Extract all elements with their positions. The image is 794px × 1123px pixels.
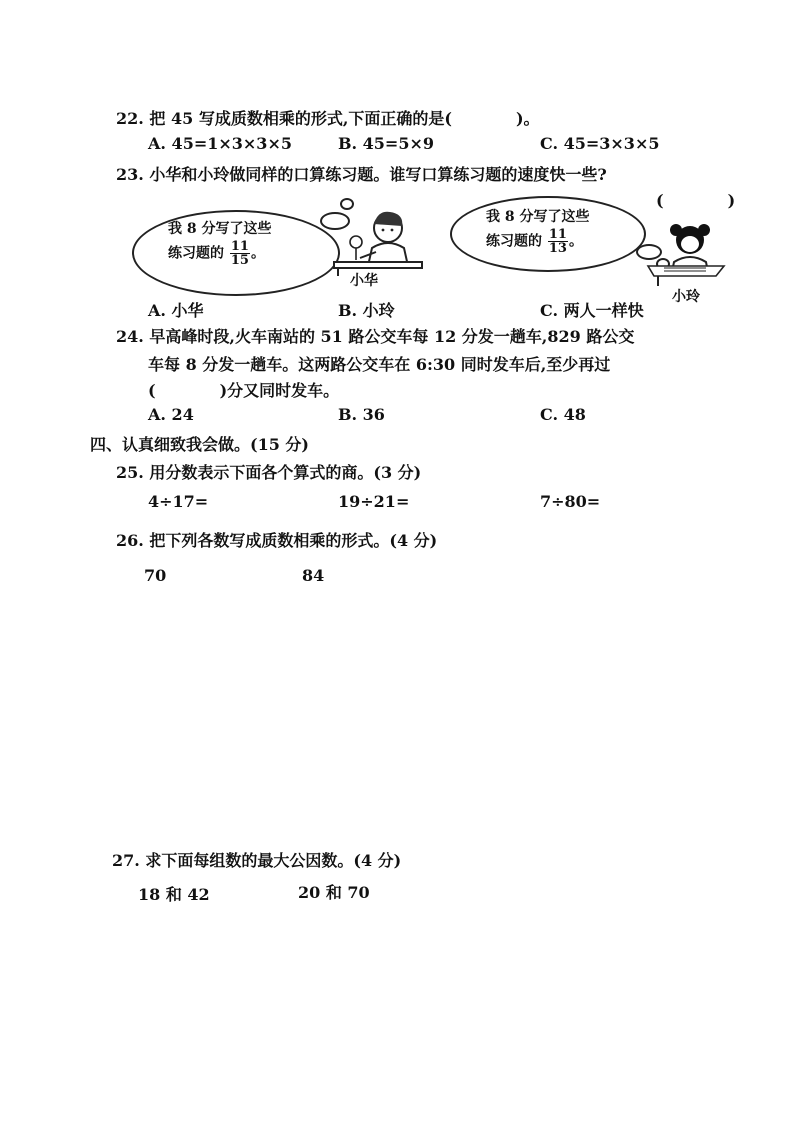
xiaohua-name-label: 小华 [350, 273, 378, 289]
xiaoling-bubble-line1: 我 8 分写了这些 [486, 209, 590, 225]
q27-group-1: 18 和 42 [138, 885, 210, 904]
q23-option-c: C. 两人一样快 [540, 301, 644, 320]
q24-option-b: B. 36 [338, 405, 385, 424]
q24-line2: 车每 8 分发一趟车。这两路公交车在 6:30 同时发车后,至少再过 [148, 355, 611, 374]
xiaohua-bubble-text [168, 218, 272, 267]
xiaohua-fraction [230, 240, 250, 267]
q23-option-a: A. 小华 [148, 301, 204, 320]
xiaoling-fraction-denominator: 13 [548, 241, 567, 256]
q24-option-a: A. 24 [148, 405, 194, 424]
q22-stem: 22. 把 45 写成质数相乘的形式,下面正确的是( )。 [116, 109, 540, 128]
xiaohua-bubble-line1: 我 8 分写了这些 [168, 221, 272, 237]
q24-line3: ( )分又同时发车。 [148, 381, 340, 400]
xiaohua-bubble-end: 。 [250, 245, 265, 262]
xiaoling-bubble-text [486, 206, 590, 255]
q27-group-2: 20 和 70 [298, 883, 370, 902]
xiaohua-fraction-numerator: 11 [230, 239, 249, 254]
xiaoling-bubble-prefix: 练习题的 [486, 233, 542, 250]
q25-expression-1: 4÷17= [148, 492, 209, 511]
xiaoling-illustration [644, 218, 728, 286]
xiaohua-bubble-prefix: 练习题的 [168, 245, 224, 262]
q25-expression-3: 7÷80= [540, 492, 601, 511]
q23-stem: 23. 小华和小玲做同样的口算练习题。谁写口算练习题的速度快一些? [116, 165, 607, 184]
xiaoling-bubble-end: 。 [568, 233, 583, 250]
xiaohua-fraction-denominator: 15 [230, 253, 249, 268]
q22-option-b: B. 45=5×9 [338, 134, 435, 153]
q25-expression-2: 19÷21= [338, 492, 410, 511]
q26-number-1: 70 [144, 566, 167, 585]
q23-option-b: B. 小玲 [338, 301, 395, 320]
q22-option-a: A. 45=1×3×3×5 [148, 134, 292, 153]
xiaohua-bubble-line2 [168, 240, 272, 267]
section-4-heading: 四、认真细致我会做。(15 分) [90, 435, 309, 454]
q22-option-c: C. 45=3×3×5 [540, 134, 660, 153]
q23-answer-blank: ( ) [656, 191, 736, 210]
xiaoling-bubble-line2 [486, 228, 590, 255]
q27-stem: 27. 求下面每组数的最大公因数。(4 分) [112, 851, 402, 870]
q26-number-2: 84 [302, 566, 325, 585]
xiaoling-fraction [548, 228, 568, 255]
q24-line1: 24. 早高峰时段,火车南站的 51 路公交车每 12 分发一趟车,829 路公交 [116, 327, 635, 346]
q24-option-c: C. 48 [540, 405, 586, 424]
q26-stem: 26. 把下列各数写成质数相乘的形式。(4 分) [116, 531, 438, 550]
xiaoling-name-label: 小玲 [672, 289, 700, 305]
xiaohua-illustration [330, 208, 426, 276]
q25-stem: 25. 用分数表示下面各个算式的商。(3 分) [116, 463, 422, 482]
xiaoling-fraction-numerator: 11 [548, 227, 567, 242]
